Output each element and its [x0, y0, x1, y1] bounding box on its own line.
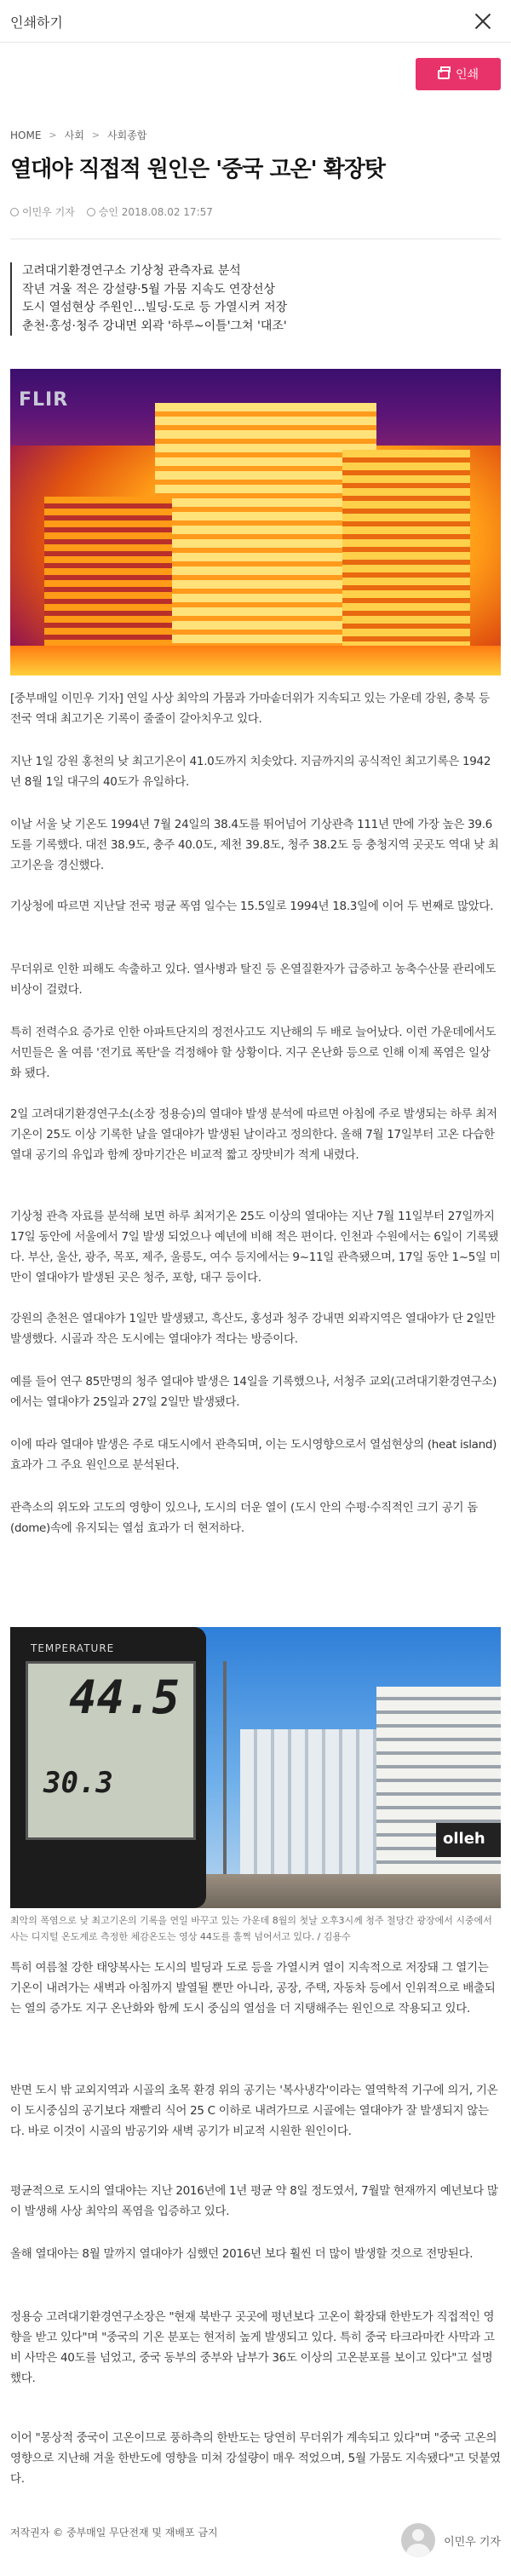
article-paragraph: 관측소의 위도와 고도의 영향이 있으나, 도시의 더운 열이 (도시 안의 수평·수직적인 크기 공기 돔(dome)속에 유지되는 열섬 효과가 더 현저하다. [10, 1501, 478, 1535]
article-paragraph: 특히 여름철 강한 태양복사는 도시의 빌딩과 도로 등을 가열시켜 열이 지속적으로 저장돼 그 열기는 기온이 내려가는 새벽과 아침까지 발열될 뿐만 아니라, 공장, 주택, 자동차 등에서 인위적으로 배출되는 열의 증가도 지구 온난화와 함께 도시 중심의 열섬을 더 지탱해주는 원인으로 작용되고 있다. [10, 1961, 496, 2015]
ground-area [10, 646, 501, 676]
digital-thermometer [10, 1627, 206, 1908]
breadcrumb-subsection[interactable]: 사회종합 [107, 129, 147, 141]
footer-author-name: 이민우 기자 [444, 2535, 501, 2549]
printer-icon [438, 70, 450, 79]
article-paragraph: 2일 고려대기환경연구소(소장 정용승)의 열대야 발생 분석에 따르면 아침에 주로 발생되는 하루 최저기온이 25도 이상 기록한 날을 열대야가 발생된 날이라고 정의한다. 올해 7월 17일부터 고온 다습한 열대 공기의 유입과 함께 장마기간은 비교적 짧고 장맛비가 적게 내렸다. [10, 1107, 497, 1162]
article-paragraph: 평균적으로 도시의 열대야는 지난 2016년에 1년 평균 약 8일 정도였서, 7월말 현재까지 예년보다 많이 발생해 사상 최악의 폭염을 입증하고 있다. [10, 2184, 498, 2218]
article-paragraph: 이에 따라 열대야 발생은 주로 대도시에서 관측되며, 이는 도시영향으로서 열섬현상의 (heat island) 효과가 그 주요 원인으로 분석된다. [10, 1438, 497, 1472]
clock-icon [87, 208, 95, 216]
article-paragraph: 이어 "몽상적 중국이 고온이므로 풍하측의 한반도는 당연히 무더위가 계속되고 있다"며 "중국 고온의 영향으로 지난해 겨울 한반도에 영향을 미쳐 강설량이 매우 적었으며, 5월 가뭄도 지속됐다"고 덧붙였다. [10, 2431, 501, 2486]
thermometer-screen [26, 1661, 196, 1840]
close-icon[interactable] [474, 12, 492, 31]
reading-sub: 30.3 [43, 1766, 113, 1800]
print-button[interactable] [416, 58, 501, 90]
article-paragraph: 기상청 관측 자료를 분석해 보면 하루 최저기온 25도 이상의 열대야는 지난 7월 11일부터 27일까지 17일 동안에 서울에서 7일 발생 되었으나 예년에 비해 적은 편이다. 인천과 수원에서는 6일이 기록됐다. 부산, 울산, 광주, 목포, 제주, 울릉도, 여수 등지에서는 9~11일 관측됐으며, 17일 동안 1~5일 미만이 열대야가 발생된 곳은 청주, 포항, 대구 등이다. [10, 1210, 501, 1285]
article-paragraph: 정용승 고려대기환경연구소장은 "현재 북반구 곳곳에 평년보다 고온이 확장돼 한반도가 직접적인 영향을 받고 있다"며 "중국의 기온 분포는 현저히 높게 발생되고 있다. 특히 중국 타크라마칸 사막과 고비 사막은 40도를 넘었고, 중국 동부의 중부와 남부가 36도 이상의 고온분포를 보이고 있다"고 설명했다. [10, 2310, 495, 2385]
breadcrumb-section[interactable]: 사회 [64, 129, 84, 141]
breadcrumb [10, 128, 146, 142]
temperature-label: TEMPERATURE [31, 1642, 115, 1654]
print-button-label: 인쇄 [455, 68, 479, 82]
print-header [0, 0, 511, 43]
article-paragraph: 이날 서울 낮 기온도 1994년 7월 24일의 38.4도를 뛰어넘어 기상관측 111년 만에 가장 높은 39.6도를 기록했다. 대전 38.9도, 충주 40.0도, 제천 39.8도, 청주 38.2도 등 충청지역 곳곳도 역대 낮 최고기온을 경신했다. [10, 818, 499, 872]
author-name: 이민우 기자 [22, 206, 75, 218]
approved-text: 승인 2018.08.02 17:57 [98, 206, 213, 218]
article-paragraph: [중부매일 이민우 기자] 연일 사상 최악의 가뭄과 가마솥더위가 지속되고 있는 가운데 강원, 충북 등 전국 역대 최고기온 기록이 줄줄이 갈아치우고 있다. [10, 692, 490, 726]
breadcrumb-separator: > [91, 129, 100, 141]
author-footer [401, 2523, 501, 2557]
summary-line: 작년 겨울 적은 강설량·5월 가뭄 지속도 연장선상 [22, 282, 276, 296]
street-lamp [223, 1661, 227, 1908]
print-title: 인쇄하기 [10, 14, 63, 31]
thermal-image [10, 369, 501, 676]
author-byline [10, 204, 75, 219]
article-paragraph: 무더위로 인한 피해도 속출하고 있다. 열사병과 탈진 등 온열질환자가 급증하고 농축수산물 관리에도 비상이 걸렸다. [10, 963, 497, 997]
article-paragraph: 반면 도시 밖 교외지역과 시골의 초목 환경 위의 공기는 '복사냉각'이라는 열역학적 기구에 의거, 기온이 도시중심의 공기보다 재빨리 식어 25 C 이하로 내려가므로 시골에는 열대야가 잘 발생되지 않는다. 바로 이것이 시골의 밤공기와 새벽 공기가 비교적 시원한 원인이다. [10, 2084, 498, 2138]
article-paragraph: 예를 들어 연구 85만명의 청주 열대야 발생은 14일을 기록했으나, 서청주 교외(고려대기환경연구소)에서는 열대야가 25일과 27일 2일만 발생됐다. [10, 1375, 497, 1409]
photo-caption: 최악의 폭염으로 낮 최고기온의 기록을 연일 바꾸고 있는 가운데 8월의 첫날 오후3시께 청주 철당간 광장에서 시중에서 사는 디지털 온도계로 측정한 체감온도는 영상 44도를 훌쩍 넘어서고 있다. / 김용수 [10, 1915, 492, 1942]
breadcrumb-separator: > [49, 129, 57, 141]
article-paragraph: 강원의 춘천은 열대야가 1일만 발생됐고, 흑산도, 홍성과 청주 강내면 외곽지역은 열대야가 단 2일만 발생했다. 시골과 작은 도시에는 열대야가 적다는 방증이다. [10, 1312, 496, 1346]
copyright-notice: 저작권자 © 중부매일 무단전재 및 재배포 금지 [10, 2527, 218, 2539]
author-icon [10, 208, 19, 216]
store-sign-text: olleh [443, 1830, 485, 1848]
avatar [401, 2523, 435, 2557]
article-paragraph: 특히 전력수요 증가로 인한 아파트단지의 정전사고도 지난해의 두 배로 늘어났다. 이런 가운데에서도 서민들은 올 여름 '전기료 폭탄'을 걱정해야 할 상황이다. 지구 온난화 등으로 인해 이제 폭염은 일상화 됐다. [10, 1026, 497, 1080]
apartment-building [342, 450, 470, 676]
summary-line: 고려대기환경연구소 기상청 관측자료 분석 [22, 264, 241, 278]
breadcrumb-home[interactable]: HOME [10, 129, 42, 141]
reading-main: 44.5 [68, 1670, 180, 1724]
approved-date [87, 204, 213, 219]
store-sign [436, 1823, 501, 1857]
article-paragraph: 기상청에 따르면 지난달 전국 평균 폭염 일수는 15.5일로 1994년 18.3일에 이어 두 번째로 많았다. [10, 900, 494, 913]
article-headline: 열대야 직접적 원인은 '중국 고온' 확장탓 [10, 157, 386, 182]
article-meta [10, 204, 213, 219]
article-paragraph: 올해 열대야는 8월 말까지 열대야가 심했던 2016년 보다 훨씬 더 많이 발생할 것으로 전망된다. [10, 2247, 474, 2261]
thermometer-photo [10, 1627, 501, 1908]
summary-line: 도시 열섬현상 주원인…빌딩·도로 등 가열시켜 저장 [22, 301, 288, 314]
summary-line: 춘천·홍성·청주 강내면 외곽 '하루~이틀'그쳐 '대조' [22, 319, 287, 333]
flir-label: FLIR [19, 389, 69, 411]
article-paragraph: 지난 1일 강원 홍천의 낮 최고기온이 41.0도까지 치솟았다. 지금까지의 공식적인 최고기록은 1942년 8월 1일 대구의 40도가 유일하다. [10, 755, 491, 789]
article-summary [10, 262, 501, 336]
